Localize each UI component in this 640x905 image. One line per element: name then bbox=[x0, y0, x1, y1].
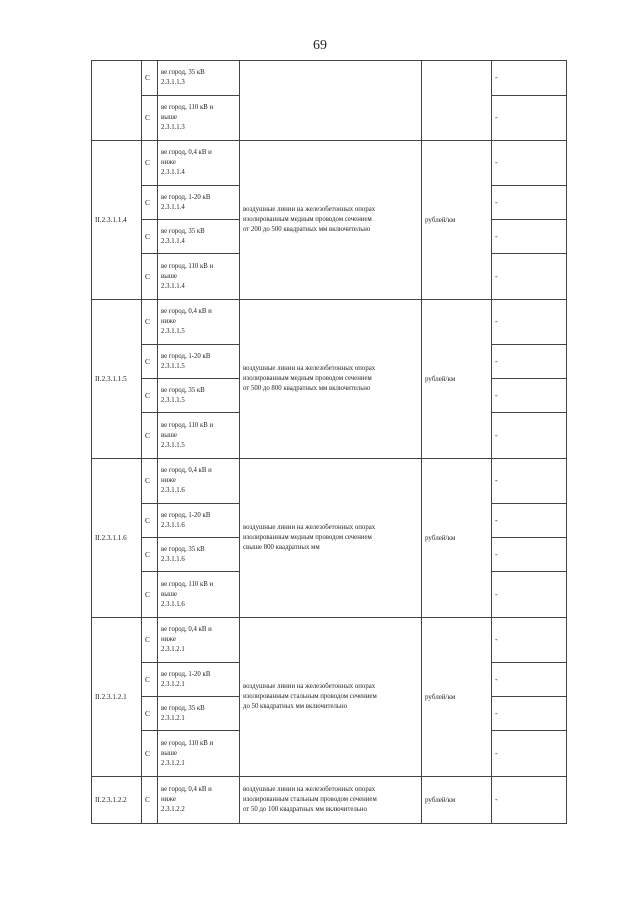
row-letter-cell: С bbox=[142, 300, 158, 345]
row-voltage-cell: ве город, 0,4 кВ и ниже 2.3.1.1.4 bbox=[158, 141, 240, 186]
row-voltage-cell: ве город, 0,4 кВ и ниже 2.3.1.2.2 bbox=[158, 777, 240, 824]
row-voltage-cell: ве город, 110 кВ и выше 2.3.1.1.3 bbox=[158, 96, 240, 141]
row-voltage-cell: ве город, 35 кВ 2.3.1.2.1 bbox=[158, 697, 240, 731]
row-description-cell bbox=[240, 61, 422, 141]
row-letter-cell: С bbox=[142, 379, 158, 413]
row-voltage-cell: ве город, 35 кВ 2.3.1.1.3 bbox=[158, 61, 240, 96]
row-voltage-cell: ве город, 35 кВ 2.3.1.1.6 bbox=[158, 538, 240, 572]
table-row bbox=[92, 618, 567, 663]
row-value-cell: - bbox=[492, 663, 567, 697]
row-value-cell: - bbox=[492, 186, 567, 220]
row-letter-cell: С bbox=[142, 459, 158, 504]
row-value-cell: - bbox=[492, 697, 567, 731]
row-letter-cell: С bbox=[142, 572, 158, 618]
row-letter-cell: С bbox=[142, 61, 158, 96]
row-voltage-cell: ве город, 110 кВ и выше 2.3.1.2.1 bbox=[158, 731, 240, 777]
row-value-cell: - bbox=[492, 413, 567, 459]
table-row bbox=[92, 61, 567, 96]
row-value-cell: - bbox=[492, 254, 567, 300]
row-letter-cell: С bbox=[142, 186, 158, 220]
row-value-cell: - bbox=[492, 96, 567, 141]
row-voltage-cell: ве город, 110 кВ и выше 2.3.1.1.5 bbox=[158, 413, 240, 459]
row-value-cell: - bbox=[492, 777, 567, 824]
row-letter-cell: С bbox=[142, 731, 158, 777]
row-letter-cell: С bbox=[142, 663, 158, 697]
table-row bbox=[92, 459, 567, 504]
row-voltage-cell: ве город, 0,4 кВ и ниже 2.3.1.1.6 bbox=[158, 459, 240, 504]
row-voltage-cell: ве город, 0,4 кВ и ниже 2.3.1.2.1 bbox=[158, 618, 240, 663]
row-unit-cell: рублей/км bbox=[422, 300, 492, 459]
row-unit-cell: рублей/км bbox=[422, 777, 492, 824]
row-code-cell: II.2.3.1.1.6 bbox=[92, 459, 142, 618]
row-code-cell: II.2.3.1.1.4 bbox=[92, 141, 142, 300]
row-code-cell: II.2.3.1.2.2 bbox=[92, 777, 142, 824]
row-letter-cell: С bbox=[142, 413, 158, 459]
row-letter-cell: С bbox=[142, 538, 158, 572]
row-letter-cell: С bbox=[142, 141, 158, 186]
row-letter-cell: С bbox=[142, 96, 158, 141]
row-description-cell: воздушные линии на железобетонных опорах изолированным медным проводом сечением от 500 до 800 квадратных мм включительно bbox=[240, 300, 422, 459]
row-code-cell bbox=[92, 61, 142, 141]
row-unit-cell bbox=[422, 61, 492, 141]
row-letter-cell: С bbox=[142, 345, 158, 379]
tariff-table bbox=[91, 60, 567, 824]
row-value-cell: - bbox=[492, 731, 567, 777]
row-description-cell: воздушные линии на железобетонных опорах изолированным медным проводом сечением свыше 800 квадратных мм bbox=[240, 459, 422, 618]
table-row bbox=[92, 141, 567, 186]
row-unit-cell: рублей/км bbox=[422, 141, 492, 300]
row-letter-cell: С bbox=[142, 254, 158, 300]
row-unit-cell: рублей/км bbox=[422, 618, 492, 777]
row-voltage-cell: ве город, 1-20 кВ 2.3.1.1.5 bbox=[158, 345, 240, 379]
row-value-cell: - bbox=[492, 61, 567, 96]
row-voltage-cell: ве город, 1-20 кВ 2.3.1.1.6 bbox=[158, 504, 240, 538]
row-value-cell: - bbox=[492, 345, 567, 379]
row-value-cell: - bbox=[492, 459, 567, 504]
row-voltage-cell: ве город, 0,4 кВ и ниже 2.3.1.1.5 bbox=[158, 300, 240, 345]
row-letter-cell: С bbox=[142, 777, 158, 824]
page-number: 69 bbox=[313, 38, 327, 53]
row-value-cell: - bbox=[492, 618, 567, 663]
row-value-cell: - bbox=[492, 572, 567, 618]
row-voltage-cell: ве город, 1-20 кВ 2.3.1.1.4 bbox=[158, 186, 240, 220]
row-value-cell: - bbox=[492, 379, 567, 413]
table-row bbox=[92, 777, 567, 824]
row-letter-cell: С bbox=[142, 220, 158, 254]
row-voltage-cell: ве город, 35 кВ 2.3.1.1.5 bbox=[158, 379, 240, 413]
row-voltage-cell: ве город, 1-20 кВ 2.3.1.2.1 bbox=[158, 663, 240, 697]
row-value-cell: - bbox=[492, 141, 567, 186]
row-description-cell: воздушные линии на железобетонных опорах изолированным медным проводом сечением от 200 до 500 квадратных мм включительно bbox=[240, 141, 422, 300]
row-value-cell: - bbox=[492, 300, 567, 345]
row-unit-cell: рублей/км bbox=[422, 459, 492, 618]
row-letter-cell: С bbox=[142, 618, 158, 663]
row-value-cell: - bbox=[492, 538, 567, 572]
row-voltage-cell: ве город, 110 кВ и выше 2.3.1.1.6 bbox=[158, 572, 240, 618]
row-letter-cell: С bbox=[142, 697, 158, 731]
row-letter-cell: С bbox=[142, 504, 158, 538]
row-description-cell: воздушные линии на железобетонных опорах изолированным стальным проводом сечением до 50 квадратных мм включительно bbox=[240, 618, 422, 777]
row-value-cell: - bbox=[492, 504, 567, 538]
row-voltage-cell: ве город, 35 кВ 2.3.1.1.4 bbox=[158, 220, 240, 254]
table-row bbox=[92, 300, 567, 345]
row-description-cell: воздушные линии на железобетонных опорах изолированным стальным проводом сечением от 50 до 100 квадратных мм включительно bbox=[240, 777, 422, 824]
row-code-cell: II.2.3.1.1.5 bbox=[92, 300, 142, 459]
row-value-cell: - bbox=[492, 220, 567, 254]
row-voltage-cell: ве город, 110 кВ и выше 2.3.1.1.4 bbox=[158, 254, 240, 300]
row-code-cell: II.2.3.1.2.1 bbox=[92, 618, 142, 777]
